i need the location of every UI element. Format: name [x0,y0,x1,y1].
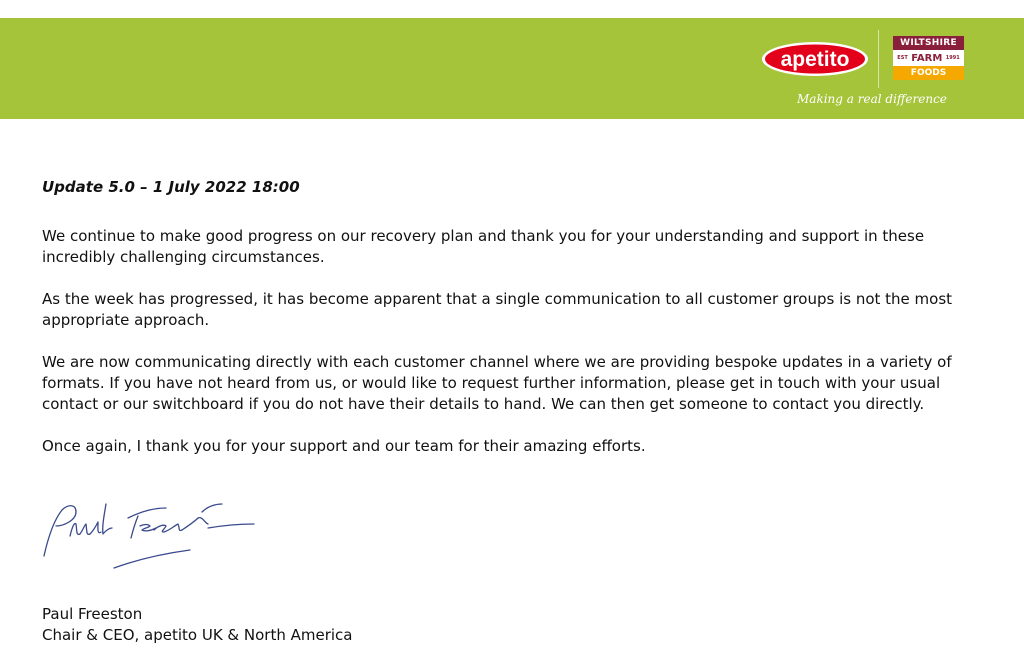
apetito-logo [761,41,869,77]
logo-divider [878,30,879,88]
page-top-margin [0,0,1024,18]
paragraph-1: We continue to make good progress on our recovery plan and thank you for your understanding and support in these incredibly challenging circumstances. [42,227,925,266]
paragraph-3: We are now communicating directly with each customer channel where we are providing bespoke updates in a variety of formats. If you have not heard from us, or would like to request further information, please get in touch with your usual contact or our switchboard if you do not have their details to hand. We can then get someone to contact you directly. [42,353,952,413]
wfm-logo-middle [893,50,964,66]
paragraph-4: Once again, I thank you for your support and our team for their amazing efforts. [42,437,646,455]
letter-body [42,176,992,478]
paragraph-2: As the week has progressed, it has become apparent that a single communication to all customer groups is not the most appropriate approach. [42,290,953,329]
wiltshire-farm-foods-logo [893,36,964,80]
wfm-logo-est: EST [897,55,908,61]
wfm-logo-year: 1991 [945,55,960,61]
handwritten-signature [40,498,265,576]
apetito-logo-text: apetito [780,48,850,71]
brand-tagline: Making a real difference [797,92,947,106]
signatory-title: Chair & CEO, apetito UK & North America [42,626,353,644]
update-heading: Update 5.0 – 1 July 2022 18:00 [42,178,300,196]
wfm-logo-top: WILTSHIRE [893,36,964,50]
wfm-logo-bottom: FOODS [893,66,964,80]
wfm-logo-farm: FARM [911,53,943,64]
signatory-name: Paul Freeston [42,605,143,623]
